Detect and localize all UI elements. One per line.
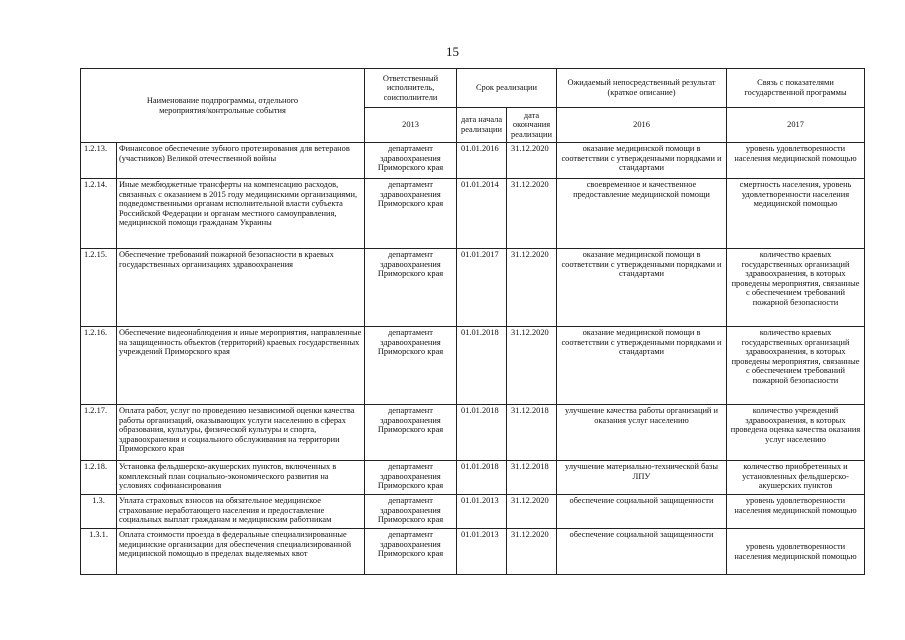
row-end-date: 31.12.2020 — [507, 249, 557, 327]
row-responsible: департамент здравоохранения Приморского края — [365, 495, 457, 529]
row-responsible: департамент здравоохранения Приморского края — [365, 529, 457, 575]
row-link: смертность населения, уровень удовлетворенности населения медицинской помощью — [727, 179, 865, 249]
program-table — [80, 68, 865, 575]
row-start-date: 01.01.2016 — [457, 143, 507, 179]
row-result: оказание медицинской помощи в соответствии с утвержденными порядками и стандартами — [557, 327, 727, 405]
row-responsible: департамент здравоохранения Приморского края — [365, 405, 457, 461]
row-responsible: департамент здравоохранения Приморского края — [365, 461, 457, 495]
subheader-result: 2016 — [557, 108, 727, 143]
table-row — [81, 495, 865, 529]
row-result: оказание медицинской помощи в соответствии с утвержденными порядками и стандартами — [557, 249, 727, 327]
row-start-date: 01.01.2013 — [457, 529, 507, 575]
row-result: своевременное и качественное предоставление медицинской помощи — [557, 179, 727, 249]
row-end-date: 31.12.2020 — [507, 143, 557, 179]
table-row — [81, 249, 865, 327]
table-row — [81, 179, 865, 249]
row-name: Оплата работ, услуг по проведению независимой оценки качества работы организаций, оказывающих услуги населению в сферах образования, культуры, физической культуры и спорта, здравоохранения и социального обслуживания на территории Приморского края — [117, 405, 365, 461]
table-row — [81, 143, 865, 179]
table-row — [81, 529, 865, 575]
row-number: 1.2.16. — [81, 327, 117, 405]
row-link: уровень удовлетворенности населения медицинской помощью — [727, 143, 865, 179]
table-row — [81, 327, 865, 405]
page-number: 15 — [446, 44, 459, 59]
subheader-start: дата начала реализации — [457, 108, 507, 143]
row-start-date: 01.01.2018 — [457, 327, 507, 405]
row-link: уровень удовлетворенности населения медицинской помощью — [727, 529, 865, 575]
row-link: количество краевых государственных организаций здравоохранения, в которых проведены мероприятия, связанные с обеспечением требований пожарной безопасности — [727, 249, 865, 327]
row-number: 1.2.18. — [81, 461, 117, 495]
row-number: 1.2.17. — [81, 405, 117, 461]
row-result: оказание медицинской помощи в соответствии с утвержденными порядками и стандартами — [557, 143, 727, 179]
subheader-link: 2017 — [727, 108, 865, 143]
header-name: Наименование подпрограммы, отдельного мероприятия/контрольные события — [81, 69, 365, 143]
row-end-date: 31.12.2020 — [507, 179, 557, 249]
header-responsible: Ответственный исполнитель, соисполнители — [365, 69, 457, 108]
row-link: количество приобретенных и установленных фельдшерско-акушерских пунктов — [727, 461, 865, 495]
row-responsible: департамент здравоохранения Приморского края — [365, 179, 457, 249]
row-start-date: 01.01.2018 — [457, 461, 507, 495]
row-end-date: 31.12.2020 — [507, 529, 557, 575]
header-link: Связь с показателями государственной программы — [727, 69, 865, 108]
row-end-date: 31.12.2018 — [507, 405, 557, 461]
row-end-date: 31.12.2020 — [507, 327, 557, 405]
row-number: 1.2.14. — [81, 179, 117, 249]
table-row — [81, 461, 865, 495]
subheader-end: дата окончания реализации — [507, 108, 557, 143]
row-responsible: департамент здравоохранения Приморского края — [365, 143, 457, 179]
header-row — [81, 69, 865, 108]
row-link: количество учреждений здравоохранения, в которых проведена оценка качества оказания услуг населению — [727, 405, 865, 461]
subheader-responsible: 2013 — [365, 108, 457, 143]
header-result: Ожидаемый непосредственный результат (краткое описание) — [557, 69, 727, 108]
row-number: 1.2.13. — [81, 143, 117, 179]
row-result: улучшение качества работы организаций и оказания услуг населению — [557, 405, 727, 461]
row-link: уровень удовлетворенности населения медицинской помощью — [727, 495, 865, 529]
row-number: 1.3.1. — [81, 529, 117, 575]
row-result: обеспечение социальной защищенности — [557, 529, 727, 575]
row-name: Уплата страховых взносов на обязательное медицинское страхование неработающего населения и предоставление социальных выплат гражданам и медицинским работникам — [117, 495, 365, 529]
row-result: обеспечение социальной защищенности — [557, 495, 727, 529]
row-name: Финансовое обеспечение зубного протезирования для ветеранов (участников) Великой отечественной войны — [117, 143, 365, 179]
row-responsible: департамент здравоохранения Приморского края — [365, 249, 457, 327]
header-period: Срок реализации — [457, 69, 557, 108]
row-start-date: 01.01.2018 — [457, 405, 507, 461]
row-result: улучшение материально-технической базы ЛПУ — [557, 461, 727, 495]
row-start-date: 01.01.2013 — [457, 495, 507, 529]
row-name: Установка фельдшерско-акушерских пунктов, включенных в комплексный план социально-экономического развития на условиях софинансирования — [117, 461, 365, 495]
row-start-date: 01.01.2014 — [457, 179, 507, 249]
row-name: Обеспечение видеонаблюдения и иные мероприятия, направленные на защищенность объектов (территорий) краевых государственных учреждений Приморского края — [117, 327, 365, 405]
row-end-date: 31.12.2020 — [507, 495, 557, 529]
row-number: 1.3. — [81, 495, 117, 529]
table-row — [81, 405, 865, 461]
row-responsible: департамент здравоохранения Приморского края — [365, 327, 457, 405]
row-name: Обеспечение требований пожарной безопасности в краевых государственных организациях здравоохранения — [117, 249, 365, 327]
row-end-date: 31.12.2018 — [507, 461, 557, 495]
row-name: Иные межбюджетные трансферты на компенсацию расходов, связанных с оказанием в 2015 году медицинскими организациями, подведомственными органам исполнительной власти субъекта Российской Федерации и органам местного самоуправления, медицинской помощи гражданам Украины — [117, 179, 365, 249]
row-start-date: 01.01.2017 — [457, 249, 507, 327]
row-number: 1.2.15. — [81, 249, 117, 327]
row-name: Оплата стоимости проезда в федеральные специализированные медицинские организации для обеспечения специализированной медицинской помощью в пределах выделяемых квот — [117, 529, 365, 575]
row-link: количество краевых государственных организаций здравоохранения, в которых проведены мероприятия, связанные с обеспечением требований пожарной безопасности — [727, 327, 865, 405]
